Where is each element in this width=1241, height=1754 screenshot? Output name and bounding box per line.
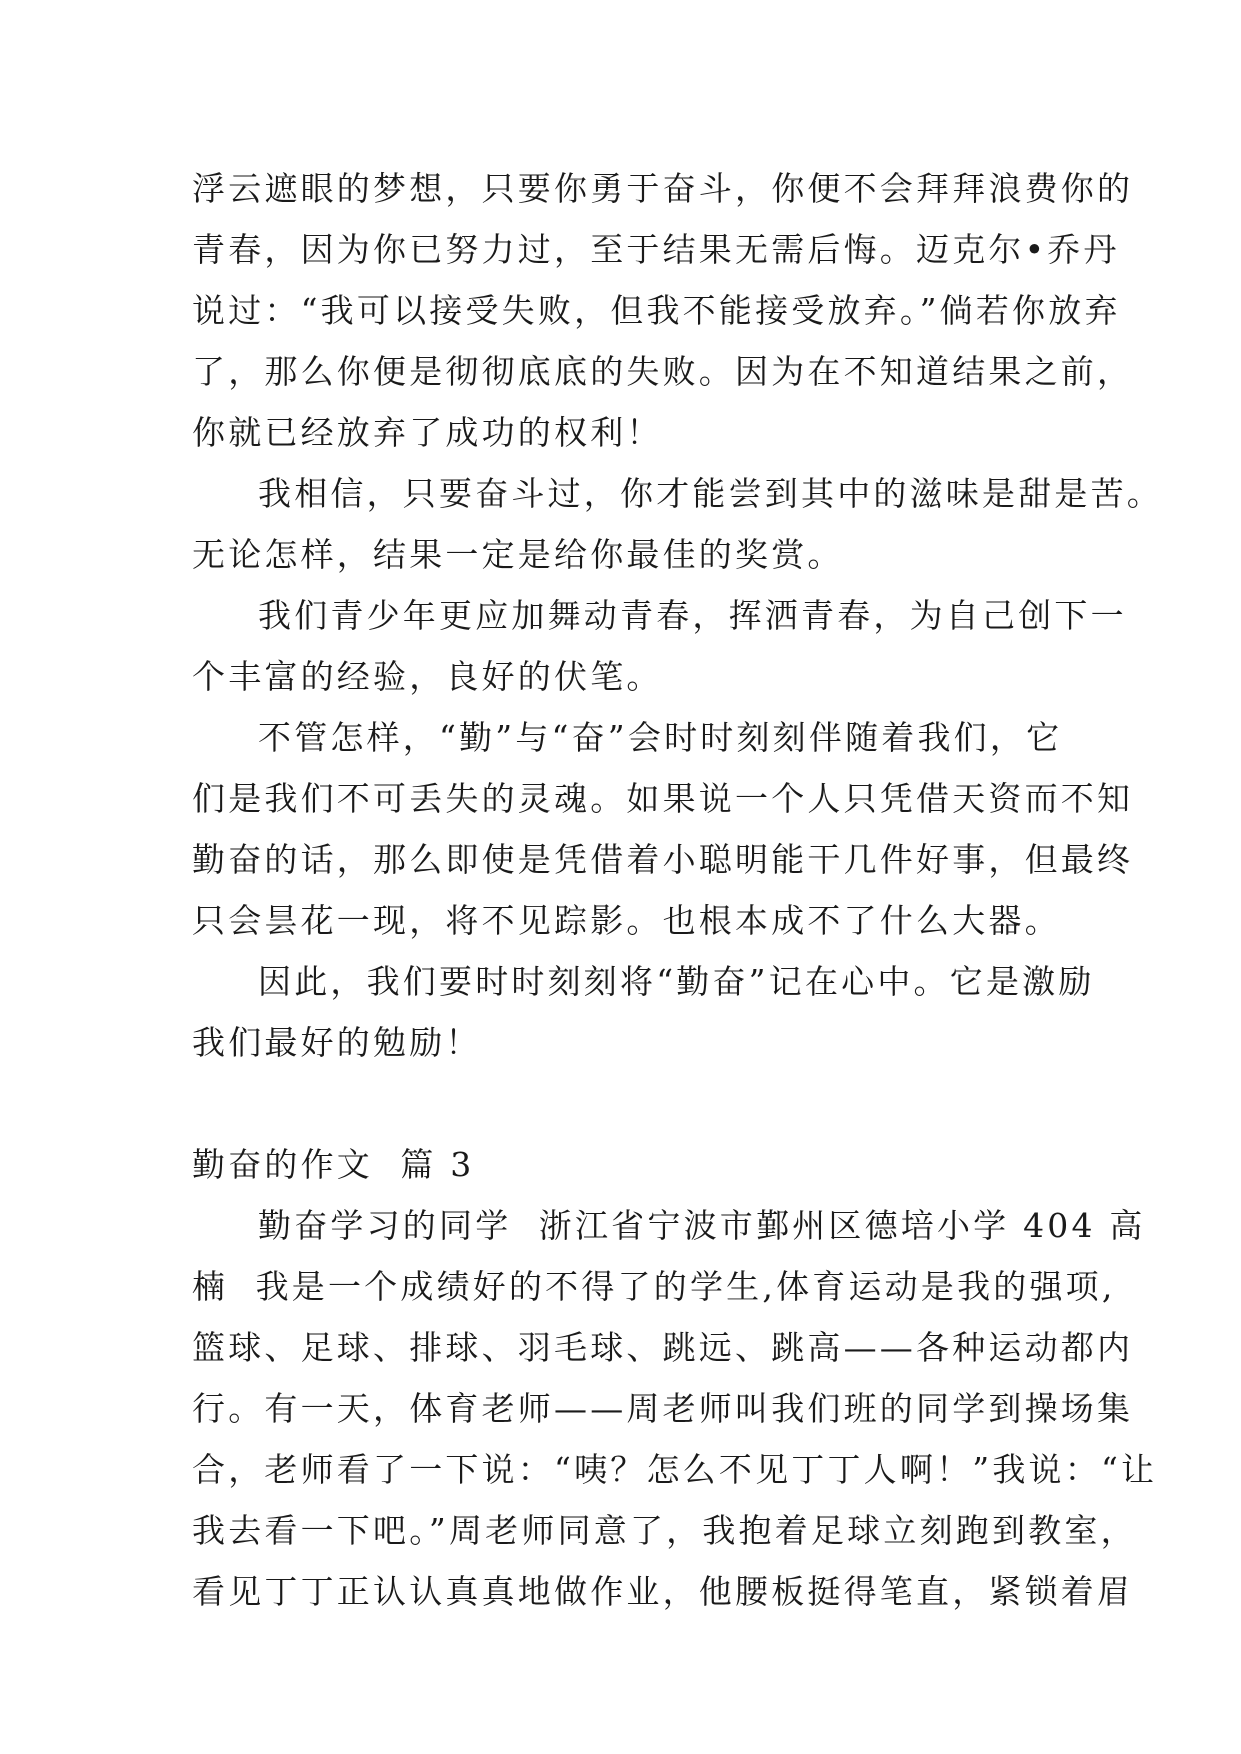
text-line: 行。有一天，体育老师——周老师叫我们班的同学到操场集 (192, 1389, 1134, 1428)
text-line: 我去看一下吧。”周老师同意了，我抱着足球立刻跑到教室， (192, 1511, 1137, 1550)
text-line: 们是我们不可丢失的灵魂。如果说一个人只凭借天资而不知 (192, 779, 1134, 818)
text-line: 我们青少年更应加舞动青春，挥洒青春，为自己创下一 (258, 596, 1127, 635)
text-line: 勤奋学习的同学 浙江省宁波市鄞州区德培小学 404 高 (258, 1206, 1146, 1245)
paragraph (192, 951, 1095, 1073)
paragraph (192, 585, 1127, 707)
paragraph (192, 707, 1134, 951)
text-line: 你就已经放弃了成功的权利！ (192, 413, 663, 452)
text-line: 篮球、足球、排球、羽毛球、跳远、跳高——各种运动都内 (192, 1328, 1134, 1367)
text-line: 青春，因为你已努力过，至于结果无需后悔。迈克尔•乔丹 (192, 230, 1120, 269)
paragraph (192, 158, 1134, 463)
text-line: 勤奋的话，那么即使是凭借着小聪明能干几件好事，但最终 (192, 840, 1134, 879)
text-line: 说过：“我可以接受失败，但我不能接受放弃。”倘若你放弃 (192, 291, 1121, 330)
text-line: 个丰富的经验，良好的伏笔。 (192, 657, 663, 696)
text-line: 浮云遮眼的梦想，只要你勇于奋斗，你便不会拜拜浪费你的 (192, 169, 1134, 208)
document-body (192, 158, 1163, 1622)
paragraph (192, 1195, 1158, 1622)
text-line: 无论怎样，结果一定是给你最佳的奖赏。 (192, 535, 844, 574)
text-line: 楠 我是一个成绩好的不得了的学生,体育运动是我的强项, (192, 1267, 1116, 1306)
text-line: 只会昙花一现，将不见踪影。也根本成不了什么大器。 (192, 901, 1061, 940)
text-line: 了，那么你便是彻彻底底的失败。因为在不知道结果之前， (192, 352, 1134, 391)
paragraph (192, 463, 1163, 585)
text-line: 我相信，只要奋斗过，你才能尝到其中的滋味是甜是苦。 (258, 474, 1163, 513)
section-heading: 勤奋的作文 篇 3 (192, 1145, 475, 1184)
text-line: 因此，我们要时时刻刻将“勤奋”记在心中。它是激励 (258, 962, 1095, 1001)
text-line: 不管怎样，“勤”与“奋”会时时刻刻伴随着我们，它 (258, 718, 1063, 757)
text-line: 我们最好的勉励！ (192, 1023, 482, 1062)
text-line: 合，老师看了一下说：“咦？怎么不见丁丁人啊！”我说：“让 (192, 1450, 1158, 1489)
text-line: 看见丁丁正认认真真地做作业，他腰板挺得笔直，紧锁着眉 (192, 1572, 1134, 1611)
blank-line (192, 1073, 1050, 1134)
